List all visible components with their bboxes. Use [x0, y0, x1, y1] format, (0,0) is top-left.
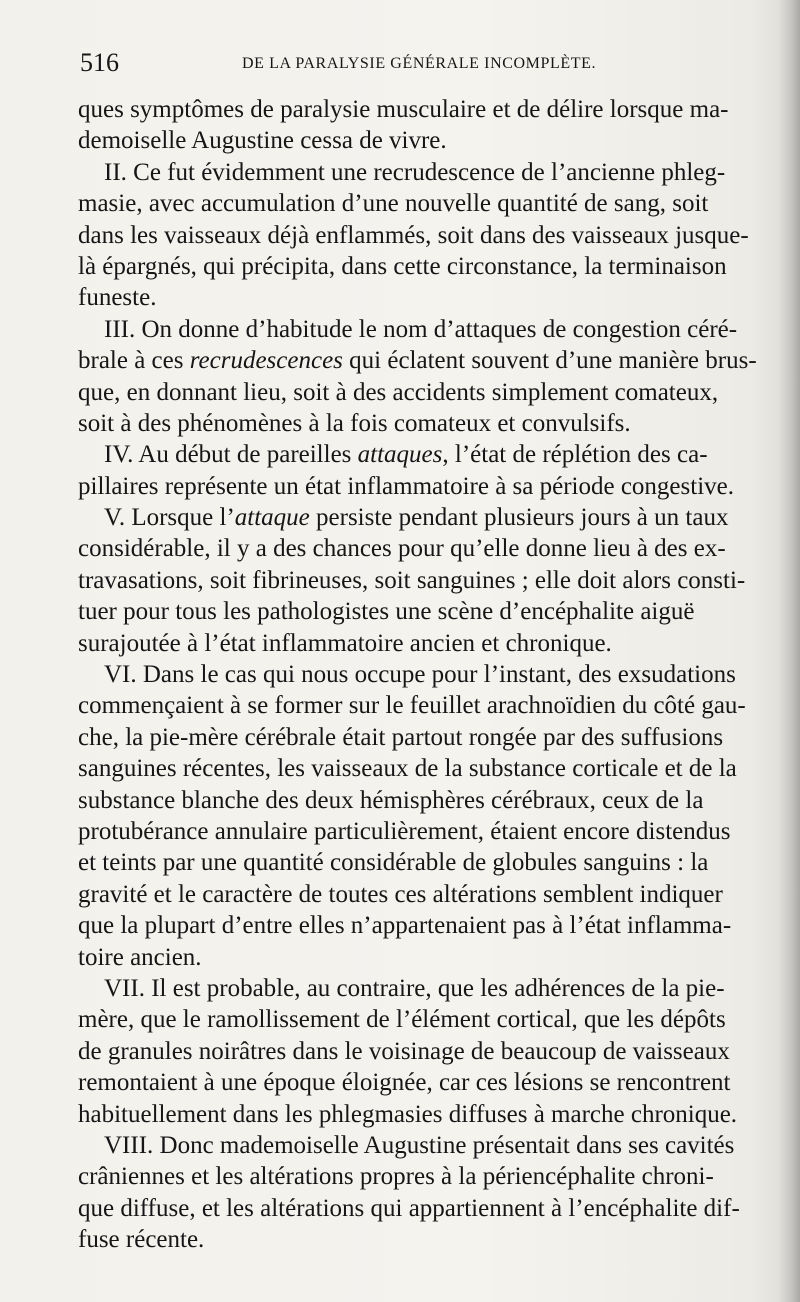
text-line: VII. Il est probable, au contraire, que les adhérences de la pie- [104, 974, 725, 1002]
text-line: soit à des phénomènes à la fois comateux et convulsifs. [78, 409, 631, 437]
text-line: masie, avec accumulation d’une nouvelle quantité de sang, soit [78, 190, 709, 218]
text-line: sanguines récentes, les vaisseaux de la substance corticale et de la [78, 755, 737, 783]
text-line: tuer pour tous les pathologistes une scène d’encéphalite aiguë [78, 598, 695, 626]
text-line: V. Lorsque l’attaque persiste pendant plusieurs jours à un taux [104, 504, 729, 532]
text-line: VI. Dans le cas qui nous occupe pour l’instant, des exsudations [104, 661, 736, 689]
page-header [80, 48, 720, 78]
text-line: là épargnés, qui précipita, dans cette circonstance, la terminaison [78, 252, 727, 280]
text-line: fuse récente. [78, 1226, 205, 1254]
text-line: substance blanche des deux hémisphères cérébraux, ceux de la [78, 786, 704, 814]
text-line: que diffuse, et les altérations qui appartiennent à l’encéphalite dif- [78, 1194, 740, 1222]
text-line: mère, que le ramollissement de l’élément cortical, que les dépôts [78, 1006, 726, 1034]
text-line: habituellement dans les phlegmasies diffuses à marche chronique. [78, 1100, 738, 1128]
text-line: considérable, il y a des chances pour qu’elle donne lieu à des ex- [78, 535, 726, 563]
text-line: surajoutée à l’état inflammatoire ancien et chronique. [78, 629, 612, 657]
text-line: pillaires représente un état inflammatoire à sa période congestive. [78, 472, 734, 500]
text-line: de granules noirâtres dans le voisinage de beaucoup de vaisseaux [78, 1037, 730, 1065]
text-line: III. On donne d’habitude le nom d’attaques de congestion céré- [104, 315, 738, 343]
text-line: ques symptômes de paralysie musculaire et de délire lorsque ma- [78, 96, 729, 123]
body-text [78, 94, 766, 1255]
text-line: demoiselle Augustine cessa de vivre. [78, 127, 447, 155]
page-number: 516 [80, 48, 119, 77]
page-gutter-shadow [778, 0, 800, 1302]
text-line: que, en donnant lieu, soit à des accidents simplement comateux, [78, 378, 719, 406]
text-line: que la plupart d’entre elles n’appartenaient pas à l’état inflamma- [78, 912, 732, 940]
text-line: VIII. Donc mademoiselle Augustine présentait dans ses cavités [104, 1131, 735, 1159]
text-line: travasations, soit fibrineuses, soit sanguines ; elle doit alors consti- [78, 566, 746, 594]
text-line: gravité et le caractère de toutes ces altérations semblent indiquer [78, 880, 723, 908]
text-line: II. Ce fut évidemment une recrudescence de l’ancienne phleg- [104, 158, 726, 186]
text-line: commençaient à se former sur le feuillet arachnoïdien du côté gau- [78, 692, 746, 720]
text-line: remontaient à une époque éloignée, car ces lésions se rencontrent [78, 1069, 731, 1097]
text-line: che, la pie-mère cérébrale était partout rongée par des suffusions [78, 723, 724, 751]
text-line: toire ancien. [78, 943, 202, 971]
running-head: DE LA PARALYSIE GÉNÉRALE INCOMPLÈTE. [242, 55, 597, 72]
text-line: IV. Au début de pareilles attaques, l’état de réplétion des ca- [104, 441, 708, 469]
text-line: brale à ces recrudescences qui éclatent souvent d’une manière brus- [78, 347, 757, 375]
text-line: crâniennes et les altérations propres à la périencéphalite chroni- [78, 1163, 714, 1191]
text-line: protubérance annulaire particulièrement, étaient encore distendus [78, 817, 731, 845]
text-line: et teints par une quantité considérable de globules sanguins : la [78, 849, 709, 877]
text-line: dans les vaisseaux déjà enflammés, soit dans des vaisseaux jusque- [78, 221, 749, 249]
text-line: funeste. [78, 284, 157, 312]
